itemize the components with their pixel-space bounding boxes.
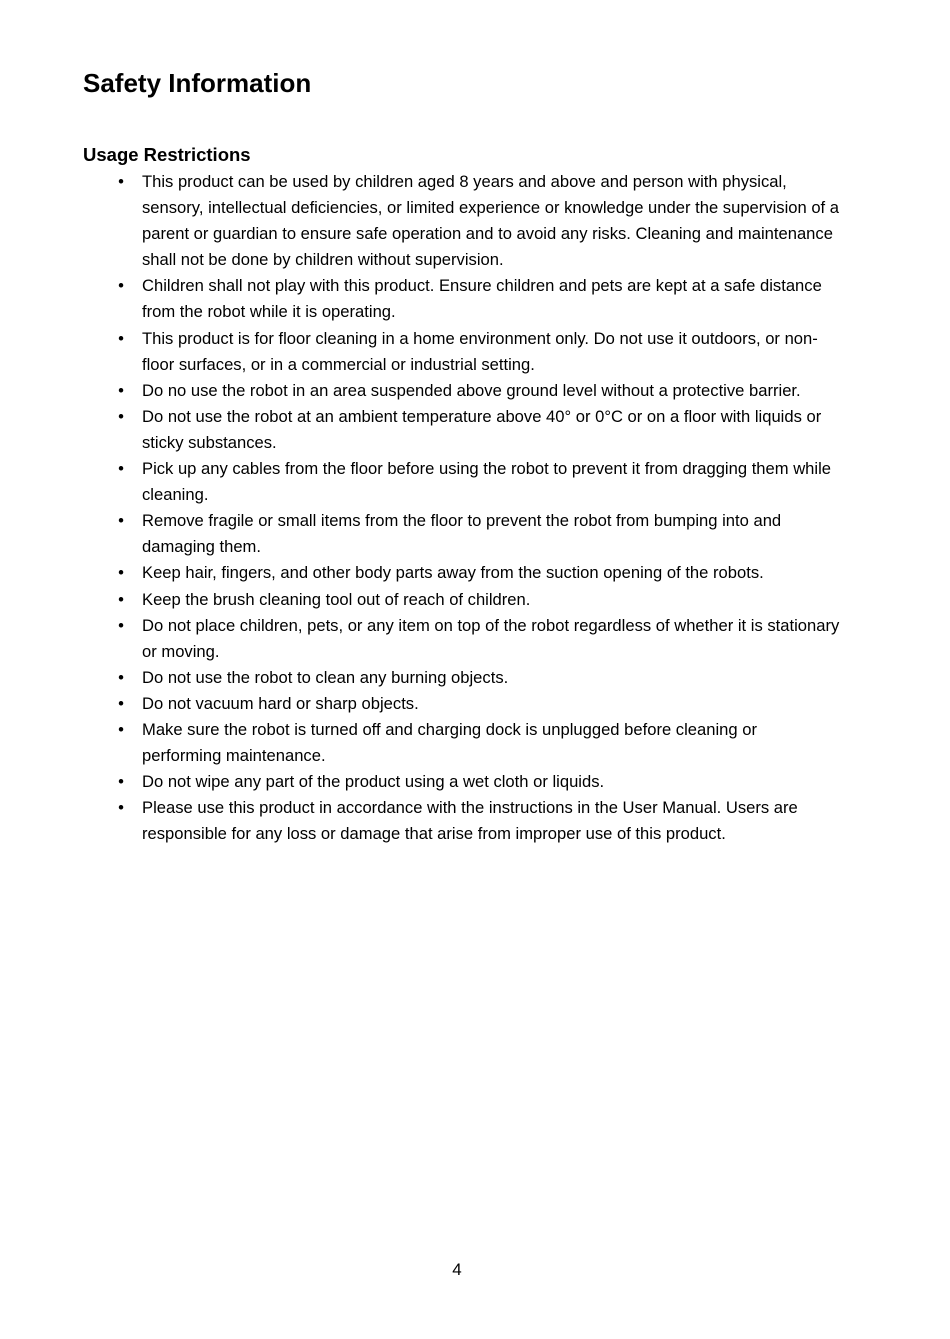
usage-restrictions-list (110, 169, 840, 847)
section-heading-usage-restrictions: Usage Restrictions (83, 144, 251, 165)
list-item-text: Make sure the robot is turned off and charging dock is unplugged before cleaning or performing maintenance. (142, 719, 757, 766)
list-item-text: Pick up any cables from the floor before using the robot to prevent it from dragging them while cleaning. (142, 459, 832, 505)
list-item-text: This product can be used by children aged 8 years and above and person with physical, sensory, intellectual deficiencies, or limited experience or knowledge under the supervision of a parent or guardian to ensure safe operation and to avoid any risks. Cleaning and maintenance shall not be done by children without supervision. (142, 172, 840, 270)
bullet-icon: • (118, 563, 124, 583)
bullet-icon: • (118, 667, 124, 687)
bullet-icon: • (118, 328, 124, 348)
page-title: Safety Information (83, 68, 312, 98)
list-item-text: Do no use the robot in an area suspended above ground level without a protective barrier. (142, 380, 801, 400)
list-item (110, 378, 840, 404)
list-item-text: Do not wipe any part of the product using a wet cloth or liquids. (142, 772, 605, 792)
list-item (110, 508, 840, 560)
list-item (110, 326, 840, 378)
list-item-text: Do not place children, pets, or any item on top of the robot regardless of whether it is stationary or moving. (142, 615, 840, 661)
list-item-text: Please use this product in accordance with the instructions in the User Manual. Users are responsible for any loss or damage that arise from improper use of this product. (142, 798, 798, 844)
bullet-icon: • (118, 276, 124, 296)
bullet-icon: • (118, 380, 124, 400)
list-item-text: Keep the brush cleaning tool out of reach of children. (142, 589, 531, 609)
bullet-icon: • (118, 589, 124, 609)
bullet-icon: • (118, 406, 124, 426)
list-item-text: Do not use the robot at an ambient temperature above 40° or 0°C or on a floor with liquids or sticky substances. (142, 406, 822, 452)
bullet-icon: • (118, 798, 124, 818)
list-item (110, 587, 840, 613)
list-item-text: This product is for floor cleaning in a home environment only. Do not use it outdoors, or non-floor surfaces, or in a commercial or industrial setting. (142, 328, 818, 374)
list-item (110, 795, 840, 847)
bullet-icon: • (118, 511, 124, 531)
list-item-text: Do not use the robot to clean any burning objects. (142, 667, 509, 687)
bullet-icon: • (118, 772, 124, 792)
page-number: 4 (452, 1260, 462, 1279)
bullet-icon: • (118, 615, 124, 635)
list-item (110, 613, 840, 665)
bullet-icon: • (118, 459, 124, 479)
bullet-icon: • (118, 693, 124, 713)
list-item-text: Keep hair, fingers, and other body parts away from the suction opening of the robots. (142, 563, 764, 583)
list-item (110, 169, 840, 273)
list-item (110, 456, 840, 508)
bullet-icon: • (118, 172, 124, 191)
list-item-text: Children shall not play with this product. Ensure children and pets are kept at a safe distance from the robot while it is operating. (142, 276, 822, 322)
list-item (110, 717, 840, 769)
list-item (110, 769, 840, 795)
list-item (110, 560, 840, 586)
list-item-text: Do not vacuum hard or sharp objects. (142, 693, 419, 713)
list-item (110, 273, 840, 325)
list-item (110, 404, 840, 456)
list-item (110, 665, 840, 691)
bullet-icon: • (118, 719, 124, 739)
list-item-text: Remove fragile or small items from the floor to prevent the robot from bumping into and damaging them. (142, 511, 782, 557)
list-item (110, 691, 840, 717)
